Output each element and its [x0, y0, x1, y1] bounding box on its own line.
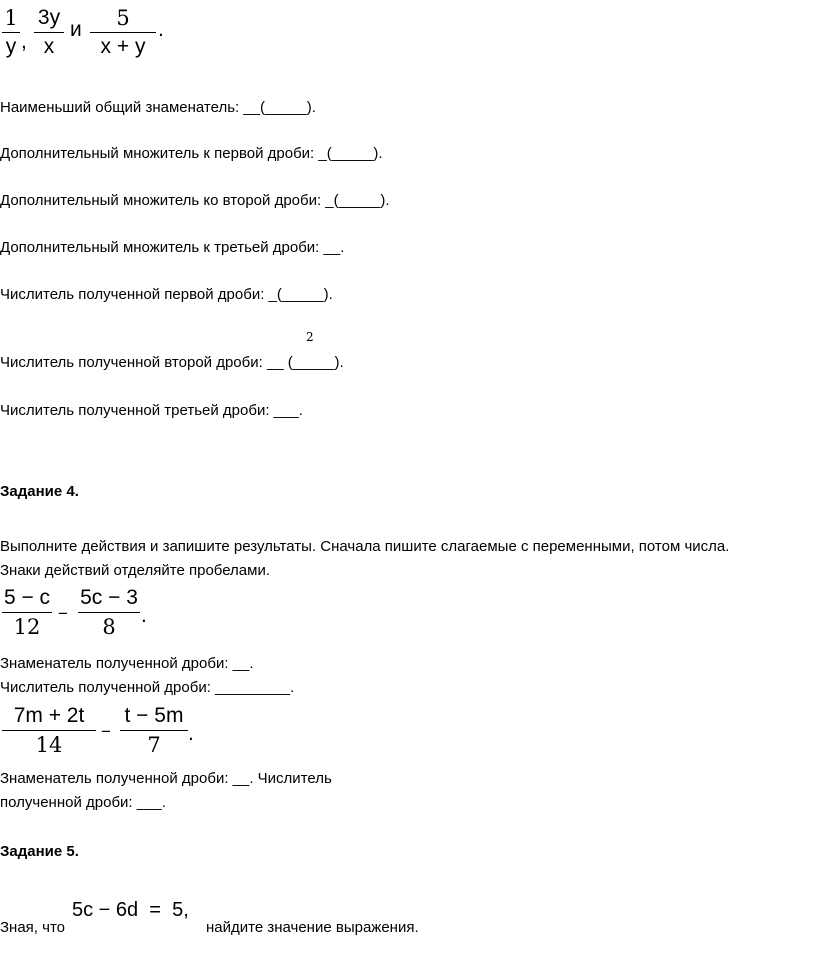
numerator-3-line: Числитель полученной третьей дроби: ___.	[0, 402, 303, 419]
task-4-denominator-1: Знаменатель полученной дроби: __.	[0, 655, 254, 672]
fraction-numerator: 3y	[37, 6, 61, 29]
period: .	[141, 604, 147, 627]
comma: ,	[21, 30, 27, 53]
fraction-bar	[120, 730, 188, 731]
fraction-3y-over-x	[34, 6, 64, 59]
task-5-title: Задание 5.	[0, 843, 79, 860]
fraction-bar	[2, 612, 52, 613]
period: .	[158, 18, 164, 41]
task-4-denominator-numerator-2b: полученной дроби: ___.	[0, 794, 166, 811]
task-4-title: Задание 4.	[0, 483, 79, 500]
fraction-numerator: 5c − 3	[80, 586, 138, 609]
fraction-denominator: x	[43, 35, 55, 58]
task-5-prefix: Зная, что	[0, 919, 66, 936]
minus-operator: −	[101, 722, 111, 741]
fraction-numerator: 5 − c	[3, 586, 51, 609]
fraction-bar	[2, 32, 20, 33]
task-4-numerator-1: Числитель полученной дроби: _________.	[0, 679, 295, 696]
numerator-2-line: Числитель полученной второй дроби: __ (_____).	[0, 354, 344, 371]
fraction-5-over-x-plus-y	[90, 6, 156, 59]
fraction-bar	[2, 730, 96, 731]
fraction-7m-plus-2t-over-14	[2, 704, 96, 757]
fraction-bar	[78, 612, 140, 613]
multiplier-2-line: Дополнительный множитель ко второй дроби: _(_____).	[0, 192, 390, 209]
fraction-denominator: 7	[147, 733, 161, 757]
task-4-denominator-numerator-2a: Знаменатель полученной дроби: __. Числитель	[0, 770, 332, 787]
fraction-numerator: 5	[116, 6, 130, 30]
conjunction-and: и	[70, 18, 82, 41]
fraction-denominator: y	[5, 35, 17, 58]
task-5-suffix: найдите значение выражения.	[206, 919, 419, 936]
fraction-bar	[34, 32, 64, 33]
lcd-line: Наименьший общий знаменатель: __(_____).	[0, 99, 316, 116]
exponent-2: 2	[306, 330, 314, 344]
fraction-5-minus-c-over-12	[2, 586, 52, 639]
fraction-numerator: 1	[4, 6, 18, 30]
fraction-t-minus-5m-over-7	[120, 704, 188, 757]
fraction-bar	[90, 32, 156, 33]
fraction-numerator: t − 5m	[124, 704, 184, 727]
minus-operator: −	[58, 604, 68, 623]
fraction-numerator: 7m + 2t	[13, 704, 85, 727]
task-4-instruction-2: Знаки действий отделяйте пробелами.	[0, 562, 271, 579]
task-5-equation: 5c − 6d = 5,	[72, 899, 189, 921]
period: .	[188, 722, 194, 745]
fraction-denominator: 14	[35, 733, 63, 757]
multiplier-1-line: Дополнительный множитель к первой дроби: _(_____).	[0, 145, 383, 162]
fraction-denominator: 12	[13, 615, 41, 639]
fraction-denominator: x + y	[100, 35, 146, 58]
numerator-1-line: Числитель полученной первой дроби: _(_____).	[0, 286, 333, 303]
task-4-instruction-1: Выполните действия и запишите результаты. Сначала пишите слагаемые с переменными, потом числа.	[0, 538, 730, 555]
fraction-1-over-y	[2, 6, 20, 59]
fraction-5c-minus-3-over-8	[78, 586, 140, 639]
multiplier-3-line: Дополнительный множитель к третьей дроби: __.	[0, 239, 345, 256]
fraction-denominator: 8	[102, 615, 116, 639]
